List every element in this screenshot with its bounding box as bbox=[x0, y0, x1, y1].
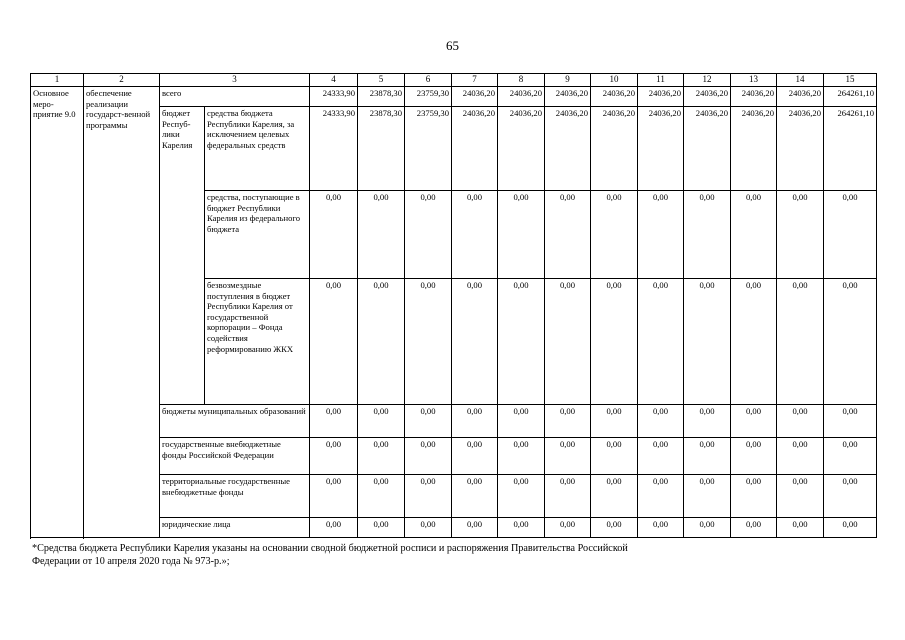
value-cell: 0,00 bbox=[731, 279, 777, 405]
value-cell: 0,00 bbox=[824, 191, 877, 279]
value-cell: 0,00 bbox=[452, 438, 498, 475]
value-cell: 0,00 bbox=[452, 475, 498, 518]
value-cell: 0,00 bbox=[405, 191, 452, 279]
value-cell: 0,00 bbox=[591, 475, 638, 518]
row-label: бюджеты муниципальных образований bbox=[160, 405, 310, 438]
footnote bbox=[32, 542, 872, 568]
value-cell: 0,00 bbox=[824, 518, 877, 538]
event-name: Основное меро-приятие 9.0 bbox=[31, 87, 84, 538]
value-cell: 0,00 bbox=[824, 279, 877, 405]
row-label: средства, поступающие в бюджет Республики Карелия из федерального бюджета bbox=[205, 191, 310, 279]
value-cell: 0,00 bbox=[498, 279, 545, 405]
value-cell: 23878,30 bbox=[358, 107, 405, 191]
value-cell: 0,00 bbox=[684, 405, 731, 438]
value-cell: 0,00 bbox=[452, 191, 498, 279]
value-cell: 0,00 bbox=[638, 475, 684, 518]
header-cell: 2 bbox=[84, 74, 160, 87]
header-cell: 12 bbox=[684, 74, 731, 87]
value-cell: 23759,30 bbox=[405, 107, 452, 191]
value-cell: 0,00 bbox=[545, 518, 591, 538]
value-cell: 0,00 bbox=[824, 438, 877, 475]
value-cell: 23878,30 bbox=[358, 87, 405, 107]
value-cell: 0,00 bbox=[498, 518, 545, 538]
value-cell: 0,00 bbox=[452, 279, 498, 405]
value-cell: 0,00 bbox=[358, 438, 405, 475]
value-cell: 0,00 bbox=[358, 191, 405, 279]
value-cell: 0,00 bbox=[684, 191, 731, 279]
value-cell: 0,00 bbox=[731, 405, 777, 438]
value-cell: 0,00 bbox=[405, 279, 452, 405]
value-cell: 24036,20 bbox=[777, 107, 824, 191]
value-cell: 24036,20 bbox=[777, 87, 824, 107]
header-cell: 15 bbox=[824, 74, 877, 87]
value-cell: 0,00 bbox=[545, 475, 591, 518]
value-cell: 0,00 bbox=[684, 475, 731, 518]
value-cell: 23759,30 bbox=[405, 87, 452, 107]
value-cell: 0,00 bbox=[405, 518, 452, 538]
value-cell: 0,00 bbox=[777, 475, 824, 518]
value-cell: 0,00 bbox=[731, 191, 777, 279]
value-cell: 0,00 bbox=[638, 438, 684, 475]
value-cell: 0,00 bbox=[310, 191, 358, 279]
value-cell: 0,00 bbox=[684, 518, 731, 538]
value-cell: 0,00 bbox=[684, 438, 731, 475]
header-cell: 10 bbox=[591, 74, 638, 87]
value-cell: 0,00 bbox=[310, 279, 358, 405]
value-cell: 0,00 bbox=[405, 405, 452, 438]
value-cell: 24036,20 bbox=[638, 87, 684, 107]
row-label: всего bbox=[160, 87, 310, 107]
value-cell: 0,00 bbox=[777, 438, 824, 475]
value-cell: 24036,20 bbox=[684, 107, 731, 191]
value-cell: 0,00 bbox=[824, 405, 877, 438]
value-cell: 0,00 bbox=[684, 279, 731, 405]
header-row bbox=[31, 74, 877, 87]
table-row bbox=[31, 87, 877, 107]
header-cell: 14 bbox=[777, 74, 824, 87]
value-cell: 0,00 bbox=[498, 405, 545, 438]
value-cell: 24036,20 bbox=[731, 107, 777, 191]
value-cell: 0,00 bbox=[777, 279, 824, 405]
header-cell: 11 bbox=[638, 74, 684, 87]
value-cell: 24036,20 bbox=[591, 87, 638, 107]
event-description: обеспечение реализации государст-венной программы bbox=[84, 87, 160, 538]
header-cell: 5 bbox=[358, 74, 405, 87]
header-cell: 9 bbox=[545, 74, 591, 87]
row-label: безвозмездные поступления в бюджет Республики Карелия от государственной корпорации – Фонда содействия реформированию ЖКХ bbox=[205, 279, 310, 405]
value-cell: 0,00 bbox=[498, 438, 545, 475]
value-cell: 0,00 bbox=[545, 405, 591, 438]
value-cell: 24036,20 bbox=[638, 107, 684, 191]
value-cell: 0,00 bbox=[638, 405, 684, 438]
value-cell: 0,00 bbox=[358, 405, 405, 438]
value-cell: 24036,20 bbox=[545, 87, 591, 107]
value-cell: 0,00 bbox=[310, 438, 358, 475]
header-cell: 4 bbox=[310, 74, 358, 87]
value-cell: 24036,20 bbox=[498, 107, 545, 191]
value-cell: 24036,20 bbox=[498, 87, 545, 107]
value-cell: 0,00 bbox=[358, 475, 405, 518]
value-cell: 24036,20 bbox=[452, 87, 498, 107]
value-cell: 264261,10 bbox=[824, 107, 877, 191]
header-cell: 1 bbox=[31, 74, 84, 87]
value-cell: 0,00 bbox=[731, 475, 777, 518]
value-cell: 24036,20 bbox=[731, 87, 777, 107]
value-cell: 0,00 bbox=[731, 438, 777, 475]
value-cell: 0,00 bbox=[731, 518, 777, 538]
value-cell: 0,00 bbox=[498, 475, 545, 518]
value-cell: 0,00 bbox=[591, 279, 638, 405]
value-cell: 0,00 bbox=[310, 475, 358, 518]
budget-table bbox=[30, 73, 877, 538]
value-cell: 0,00 bbox=[638, 191, 684, 279]
value-cell: 0,00 bbox=[638, 279, 684, 405]
value-cell: 24036,20 bbox=[545, 107, 591, 191]
value-cell: 0,00 bbox=[452, 405, 498, 438]
value-cell: 0,00 bbox=[405, 438, 452, 475]
value-cell: 0,00 bbox=[824, 475, 877, 518]
value-cell: 0,00 bbox=[358, 518, 405, 538]
value-cell: 0,00 bbox=[777, 518, 824, 538]
header-cell: 6 bbox=[405, 74, 452, 87]
value-cell: 24036,20 bbox=[591, 107, 638, 191]
value-cell: 0,00 bbox=[498, 191, 545, 279]
value-cell: 0,00 bbox=[310, 518, 358, 538]
value-cell: 24333,90 bbox=[310, 87, 358, 107]
value-cell: 0,00 bbox=[777, 191, 824, 279]
value-cell: 24036,20 bbox=[452, 107, 498, 191]
value-cell: 0,00 bbox=[452, 518, 498, 538]
value-cell: 0,00 bbox=[591, 191, 638, 279]
footnote-line: *Средства бюджета Республики Карелия указаны на основании сводной бюджетной росписи и распоряжения Правительства Российской bbox=[32, 543, 628, 554]
value-cell: 0,00 bbox=[591, 405, 638, 438]
value-cell: 0,00 bbox=[545, 191, 591, 279]
value-cell: 0,00 bbox=[545, 438, 591, 475]
value-cell: 24036,20 bbox=[684, 87, 731, 107]
page-number: 65 bbox=[446, 38, 459, 53]
row-label: средства бюджета Республики Карелия, за исключением целевых федеральных средств bbox=[205, 107, 310, 191]
header-cell: 8 bbox=[498, 74, 545, 87]
header-cell: 13 bbox=[731, 74, 777, 87]
value-cell: 264261,10 bbox=[824, 87, 877, 107]
header-cell: 3 bbox=[160, 74, 310, 87]
value-cell: 0,00 bbox=[638, 518, 684, 538]
row-label: юридические лица bbox=[160, 518, 310, 538]
value-cell: 0,00 bbox=[591, 518, 638, 538]
value-cell: 0,00 bbox=[545, 279, 591, 405]
value-cell: 0,00 bbox=[405, 475, 452, 518]
value-cell: 0,00 bbox=[310, 405, 358, 438]
row-label: государственные внебюджетные фонды Российской Федерации bbox=[160, 438, 310, 475]
value-cell: 0,00 bbox=[591, 438, 638, 475]
row-label: территориальные государственные внебюджетные фонды bbox=[160, 475, 310, 518]
value-cell: 24333,90 bbox=[310, 107, 358, 191]
value-cell: 0,00 bbox=[777, 405, 824, 438]
value-cell: 0,00 bbox=[358, 279, 405, 405]
row-group-label: бюджет Респуб-лики Карелия bbox=[160, 107, 205, 405]
header-cell: 7 bbox=[452, 74, 498, 87]
footnote-line: Федерации от 10 апреля 2020 года № 973-р.»; bbox=[32, 556, 230, 567]
